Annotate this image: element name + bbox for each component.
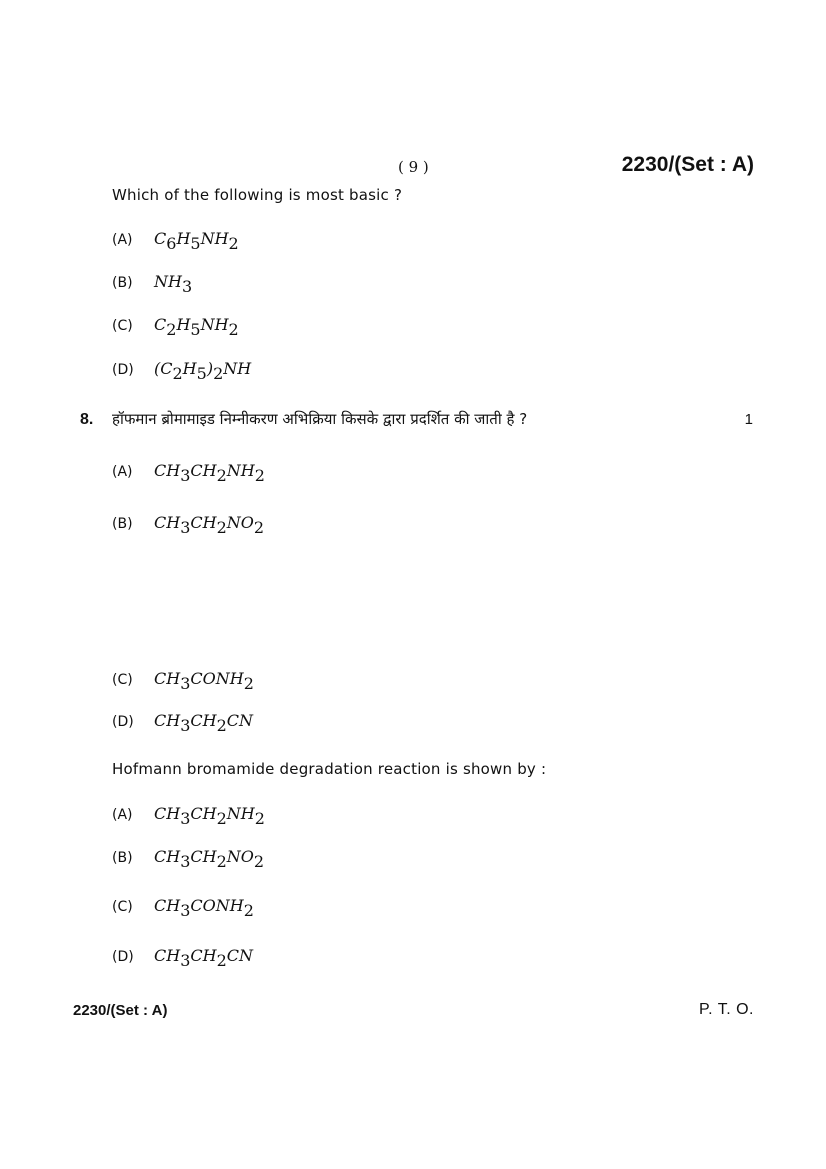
subscript: 2 [166,320,177,339]
formula [154,711,254,735]
subscript: 2 [254,809,265,828]
formula-part: C [154,229,167,248]
formula-part: (C [154,359,173,378]
option-label: (B) [112,516,133,532]
pto-label: P. T. O. [699,1001,754,1018]
formula-part: H [182,359,197,378]
formula-part: NH [226,461,255,480]
subscript: 6 [166,234,177,253]
option-label: (A) [112,232,133,248]
set-code-footer: 2230/(Set : A) [73,1002,168,1019]
subscript: 2 [172,364,183,383]
formula-part: CH [154,513,181,532]
formula [154,896,254,920]
formula-part: H [176,315,191,334]
formula-part: ) [206,359,214,378]
formula-part: CH [154,669,181,688]
formula-part: CN [226,711,254,730]
formula [154,272,193,296]
formula-part: CONH [190,669,244,688]
q8-hi-option-d [112,711,254,735]
option-label: (A) [112,464,133,480]
subscript: 2 [216,809,227,828]
formula [154,946,254,970]
formula [154,513,265,537]
subscript: 2 [216,951,227,970]
formula-part: CH [190,847,217,866]
subscript: 3 [180,674,191,693]
formula-part: CH [190,513,217,532]
q8-hi-option-c [112,669,254,693]
q8-en-option-d [112,946,254,970]
option-label: (D) [112,714,134,730]
subscript: 3 [180,809,191,828]
formula-part: CH [154,804,181,823]
question-7-text-english: Which of the following is most basic ? [112,186,403,204]
subscript: 3 [180,518,191,537]
formula [154,461,265,485]
subscript: 3 [180,852,191,871]
subscript: 2 [243,901,254,920]
formula-part: NH [200,229,229,248]
formula-part: CONH [190,896,244,915]
option-label: (B) [112,850,133,866]
formula-part: CH [154,946,181,965]
formula-part: NH [223,359,252,378]
formula-part: NH [200,315,229,334]
formula [154,669,254,693]
subscript: 3 [181,277,193,296]
subscript: 3 [180,466,191,485]
formula-part: H [176,229,191,248]
subscript: 3 [180,951,191,970]
formula-part: NO [226,847,254,866]
option-label: (C) [112,899,133,915]
q8-en-option-b [112,847,265,871]
q7-option-b [112,272,193,296]
subscript: 2 [216,518,227,537]
subscript: 3 [180,901,191,920]
q7-option-a [112,229,239,253]
formula [154,804,265,828]
formula-part: CN [226,946,254,965]
q8-hi-option-a [112,461,265,485]
subscript: 2 [243,674,254,693]
formula [154,315,239,339]
formula-part: CH [154,461,181,480]
formula [154,847,265,871]
option-label: (D) [112,949,134,965]
question-8-number: 8. [80,411,94,428]
question-8-text-english: Hofmann bromamide degradation reaction is shown by : [112,760,547,778]
formula [154,229,239,253]
formula-part: C [154,315,167,334]
subscript: 2 [254,466,265,485]
subscript: 2 [253,518,265,537]
subscript: 2 [216,716,227,735]
subscript: 2 [228,234,239,253]
formula-part: CH [190,946,217,965]
formula-part: CH [190,711,217,730]
formula-part: CH [154,847,181,866]
q8-en-option-c [112,896,254,920]
option-label: (C) [112,318,133,334]
subscript: 2 [228,320,239,339]
option-label: (C) [112,672,133,688]
formula-part: NH [226,804,255,823]
subscript: 5 [196,364,207,383]
question-8-text-hindi: हॉफमान ब्रोमामाइड निम्नीकरण अभिक्रिया किसके द्वारा प्रदर्शित की जाती है ? [112,410,528,428]
subscript: 5 [190,320,201,339]
subscript: 2 [213,364,224,383]
option-label: (A) [112,807,133,823]
option-label: (B) [112,275,133,291]
formula-part: CH [154,711,181,730]
subscript: 2 [253,852,265,871]
subscript: 5 [190,234,201,253]
subscript: 2 [216,466,227,485]
q7-option-d [112,359,252,383]
formula-part: NH [154,272,182,291]
page-number: ( 9 ) [398,158,429,176]
formula [154,359,252,383]
q8-en-option-a [112,804,265,828]
formula-part: NO [226,513,254,532]
formula-part: CH [190,461,217,480]
option-label: (D) [112,362,134,378]
q7-option-c [112,315,239,339]
set-code-header: 2230/(Set : A) [621,153,754,176]
formula-part: CH [190,804,217,823]
q8-hi-option-b [112,513,265,537]
subscript: 3 [180,716,191,735]
question-8-marks: 1 [744,411,753,428]
formula-part: CH [154,896,181,915]
subscript: 2 [216,852,227,871]
